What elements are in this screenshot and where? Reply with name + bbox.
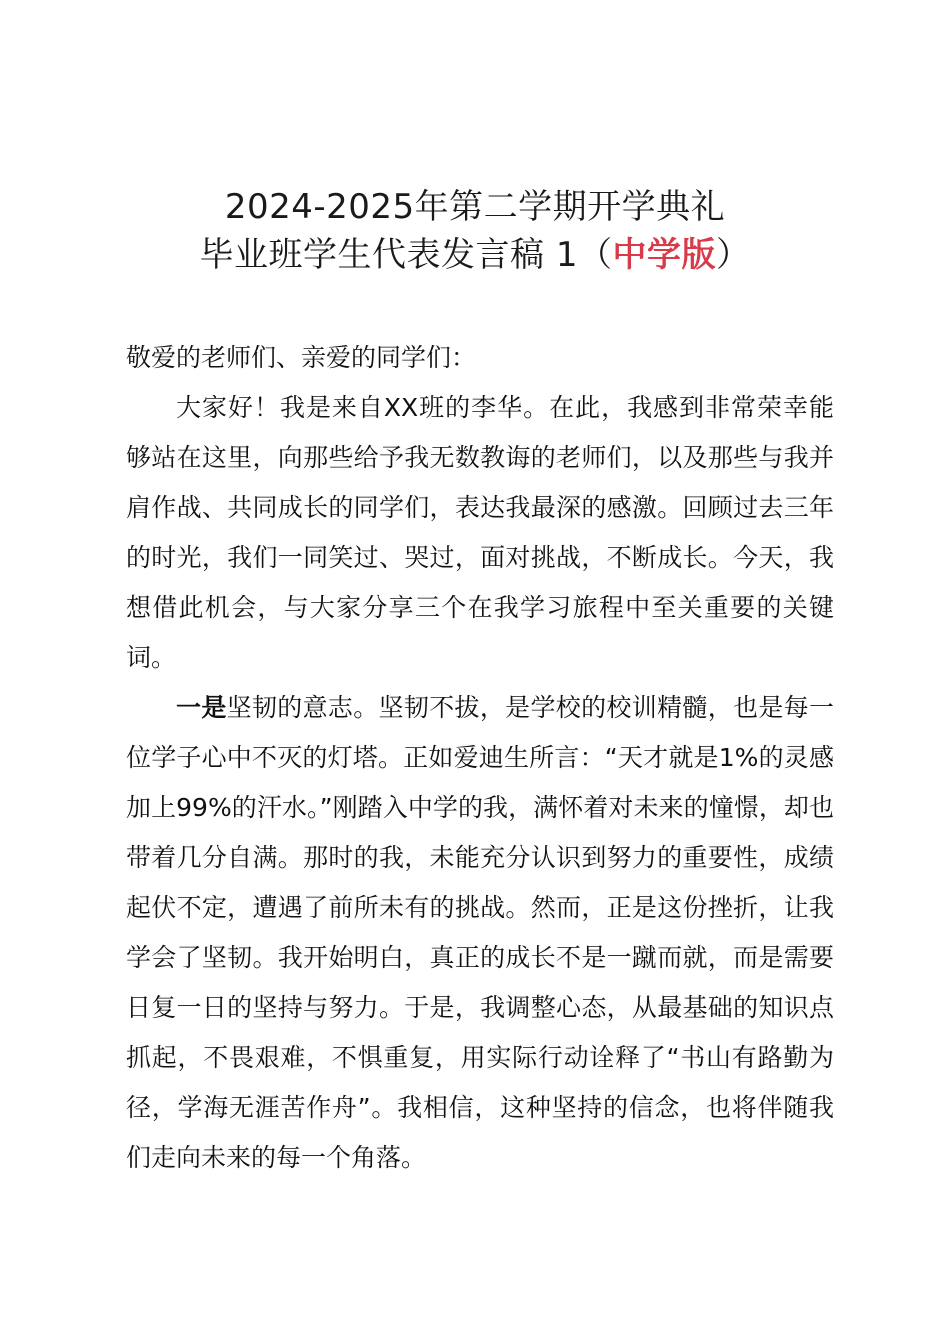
paragraph-lead: 一是 xyxy=(176,693,227,722)
title-line-2-prefix: 毕业班学生代表发言稿 1（ xyxy=(199,235,613,275)
paragraph-keyword-one-text: 坚韧的意志。坚韧不拔，是学校的校训精髓，也是每一位学子心中不灭的灯塔。正如爱迪生所言：“天才就是1%的灵感加上99%的汗水。”刚踏入中学的我，满怀着对未来的憧憬，却也带着几分自满。那时的我，未能充分认识到努力的重要性，成绩起伏不定，遭遇了前所未有的挑战。然而，正是这份挫折，让我学会了坚韧。我开始明白，真正的成长不是一蹴而就，而是需要日复一日的坚持与努力。于是，我调整心态，从最基础的知识点抓起，不畏艰难，不惧重复，用实际行动诠释了“书山有路勤为径，学海无涯苦作舟”。我相信，这种坚持的信念，也将伴随我们走向未来的每一个角落。 xyxy=(126,693,834,1172)
title-edition-label: 中学版 xyxy=(612,235,716,275)
document-title xyxy=(0,183,950,279)
greeting: 敬爱的老师们、亲爱的同学们： xyxy=(126,343,477,372)
speech-body xyxy=(126,333,834,1183)
title-line-2 xyxy=(0,231,950,279)
title-line-1: 2024-2025年第二学期开学典礼 xyxy=(224,187,726,227)
paragraph-keyword-one xyxy=(126,683,834,1183)
title-line-2-suffix: ） xyxy=(715,235,751,275)
paragraph-intro: 大家好！我是来自XX班的李华。在此，我感到非常荣幸能够站在这里，向那些给予我无数教诲的老师们，以及那些与我并肩作战、共同成长的同学们，表达我最深的感激。回顾过去三年的时光，我们一同笑过、哭过，面对挑战，不断成长。今天，我想借此机会，与大家分享三个在我学习旅程中至关重要的关键词。 xyxy=(126,393,834,672)
